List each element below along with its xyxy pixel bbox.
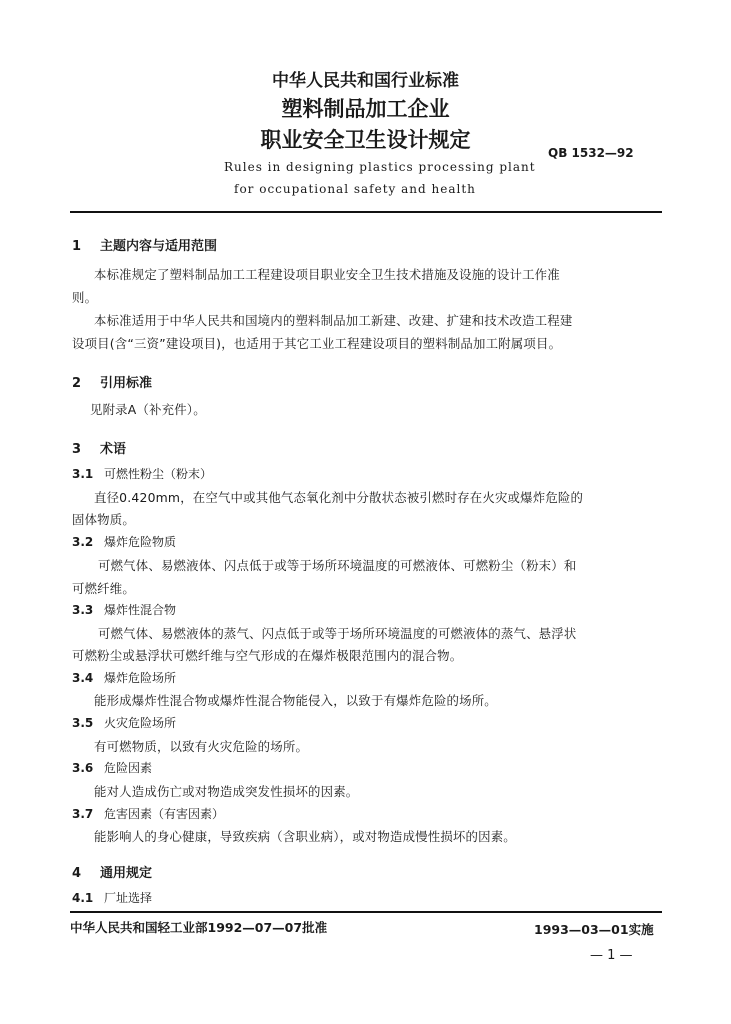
section-title: 主题内容与适用范围 (100, 239, 218, 254)
title-line-2: 职业安全卫生设计规定 (260, 128, 471, 152)
definition-line: 能对人造成伤亡或对物造成突发性损坏的因素。 (94, 784, 359, 799)
section-4-heading (72, 862, 152, 881)
section-1-heading (72, 235, 217, 254)
term-3-6 (72, 759, 152, 776)
section-3-heading (72, 438, 126, 457)
implementation-date: 1993—03—01实施 (534, 922, 654, 937)
term-number: 3.2 (72, 535, 94, 549)
section-title: 通用规定 (100, 866, 153, 881)
definition-line: 有可燃物质，以致有火灾危险的场所。 (94, 739, 309, 754)
term-number: 3.6 (72, 761, 94, 775)
paragraph-line: 本标准适用于中华人民共和国境内的塑料制品加工新建、改建、扩建和技术改造工程建 (94, 313, 573, 328)
paragraph-line: 见附录A（补充件）。 (90, 402, 206, 417)
definition-line: 直径0.420mm，在空气中或其他气态氧化剂中分散状态被引燃时存在火灾或爆炸危险的 (94, 490, 584, 505)
term-3-7 (72, 805, 224, 822)
standard-code: QB 1532—92 (548, 146, 634, 160)
subsection-4-1 (72, 889, 152, 906)
definition-line: 可燃纤维。 (72, 581, 135, 596)
page-number: — 1 — (590, 948, 633, 963)
english-title-line-1: Rules in designing plastics processing plant (224, 160, 536, 174)
term-3-4 (72, 669, 176, 686)
term-title: 危险因素 (104, 761, 153, 775)
term-title: 爆炸危险物质 (104, 535, 177, 549)
definition-line: 可燃气体、易燃液体、闪点低于或等于场所环境温度的可燃液体、可燃粉尘（粉末）和 (98, 558, 577, 573)
section-number: 2 (72, 376, 82, 391)
term-title: 火灾危险场所 (104, 716, 177, 730)
term-3-3 (72, 601, 176, 618)
term-3-1 (72, 465, 212, 482)
section-2-heading (72, 372, 152, 391)
term-number: 3.7 (72, 807, 94, 821)
definition-line: 能影响人的身心健康，导致疾病（含职业病），或对物造成慢性损坏的因素。 (94, 829, 516, 844)
footer-rule (70, 911, 662, 913)
term-title: 可燃性粉尘（粉末） (104, 467, 213, 481)
subsection-title: 厂址选择 (104, 891, 153, 905)
term-title: 爆炸危险场所 (104, 671, 177, 685)
term-number: 3.4 (72, 671, 94, 685)
paragraph-line: 设项目(含“三资”建设项目)，也适用于其它工业工程建设项目的塑料制品加工附属项目。 (72, 336, 562, 351)
paragraph-line: 则。 (72, 290, 98, 305)
term-title: 危害因素（有害因素） (104, 807, 225, 821)
term-3-2 (72, 533, 176, 550)
definition-line: 可燃粉尘或悬浮状可燃纤维与空气形成的在爆炸极限范围内的混合物。 (72, 648, 463, 663)
definition-line: 能形成爆炸性混合物或爆炸性混合物能侵入，以致于有爆炸危险的场所。 (94, 693, 497, 708)
section-number: 4 (72, 866, 82, 881)
term-number: 3.1 (72, 467, 94, 481)
section-number: 1 (72, 239, 82, 254)
term-number: 3.5 (72, 716, 94, 730)
approval-line: 中华人民共和国轻工业部1992—07—07批准 (70, 920, 328, 935)
standard-category: 中华人民共和国行业标准 (272, 71, 459, 91)
term-number: 3.3 (72, 603, 94, 617)
header-rule (70, 211, 662, 213)
section-number: 3 (72, 442, 82, 457)
section-title: 术语 (100, 442, 127, 457)
paragraph-line: 本标准规定了塑料制品加工工程建设项目职业安全卫生技术措施及设施的设计工作准 (94, 267, 560, 282)
term-3-5 (72, 714, 176, 731)
english-title-line-2: for occupational safety and health (234, 182, 476, 196)
term-title: 爆炸性混合物 (104, 603, 177, 617)
definition-line: 固体物质。 (72, 512, 135, 527)
section-title: 引用标准 (100, 376, 153, 391)
definition-line: 可燃气体、易燃液体的蒸气、闪点低于或等于场所环境温度的可燃液体的蒸气、悬浮状 (98, 626, 577, 641)
title-line-1: 塑料制品加工企业 (281, 97, 450, 121)
subsection-number: 4.1 (72, 891, 94, 905)
